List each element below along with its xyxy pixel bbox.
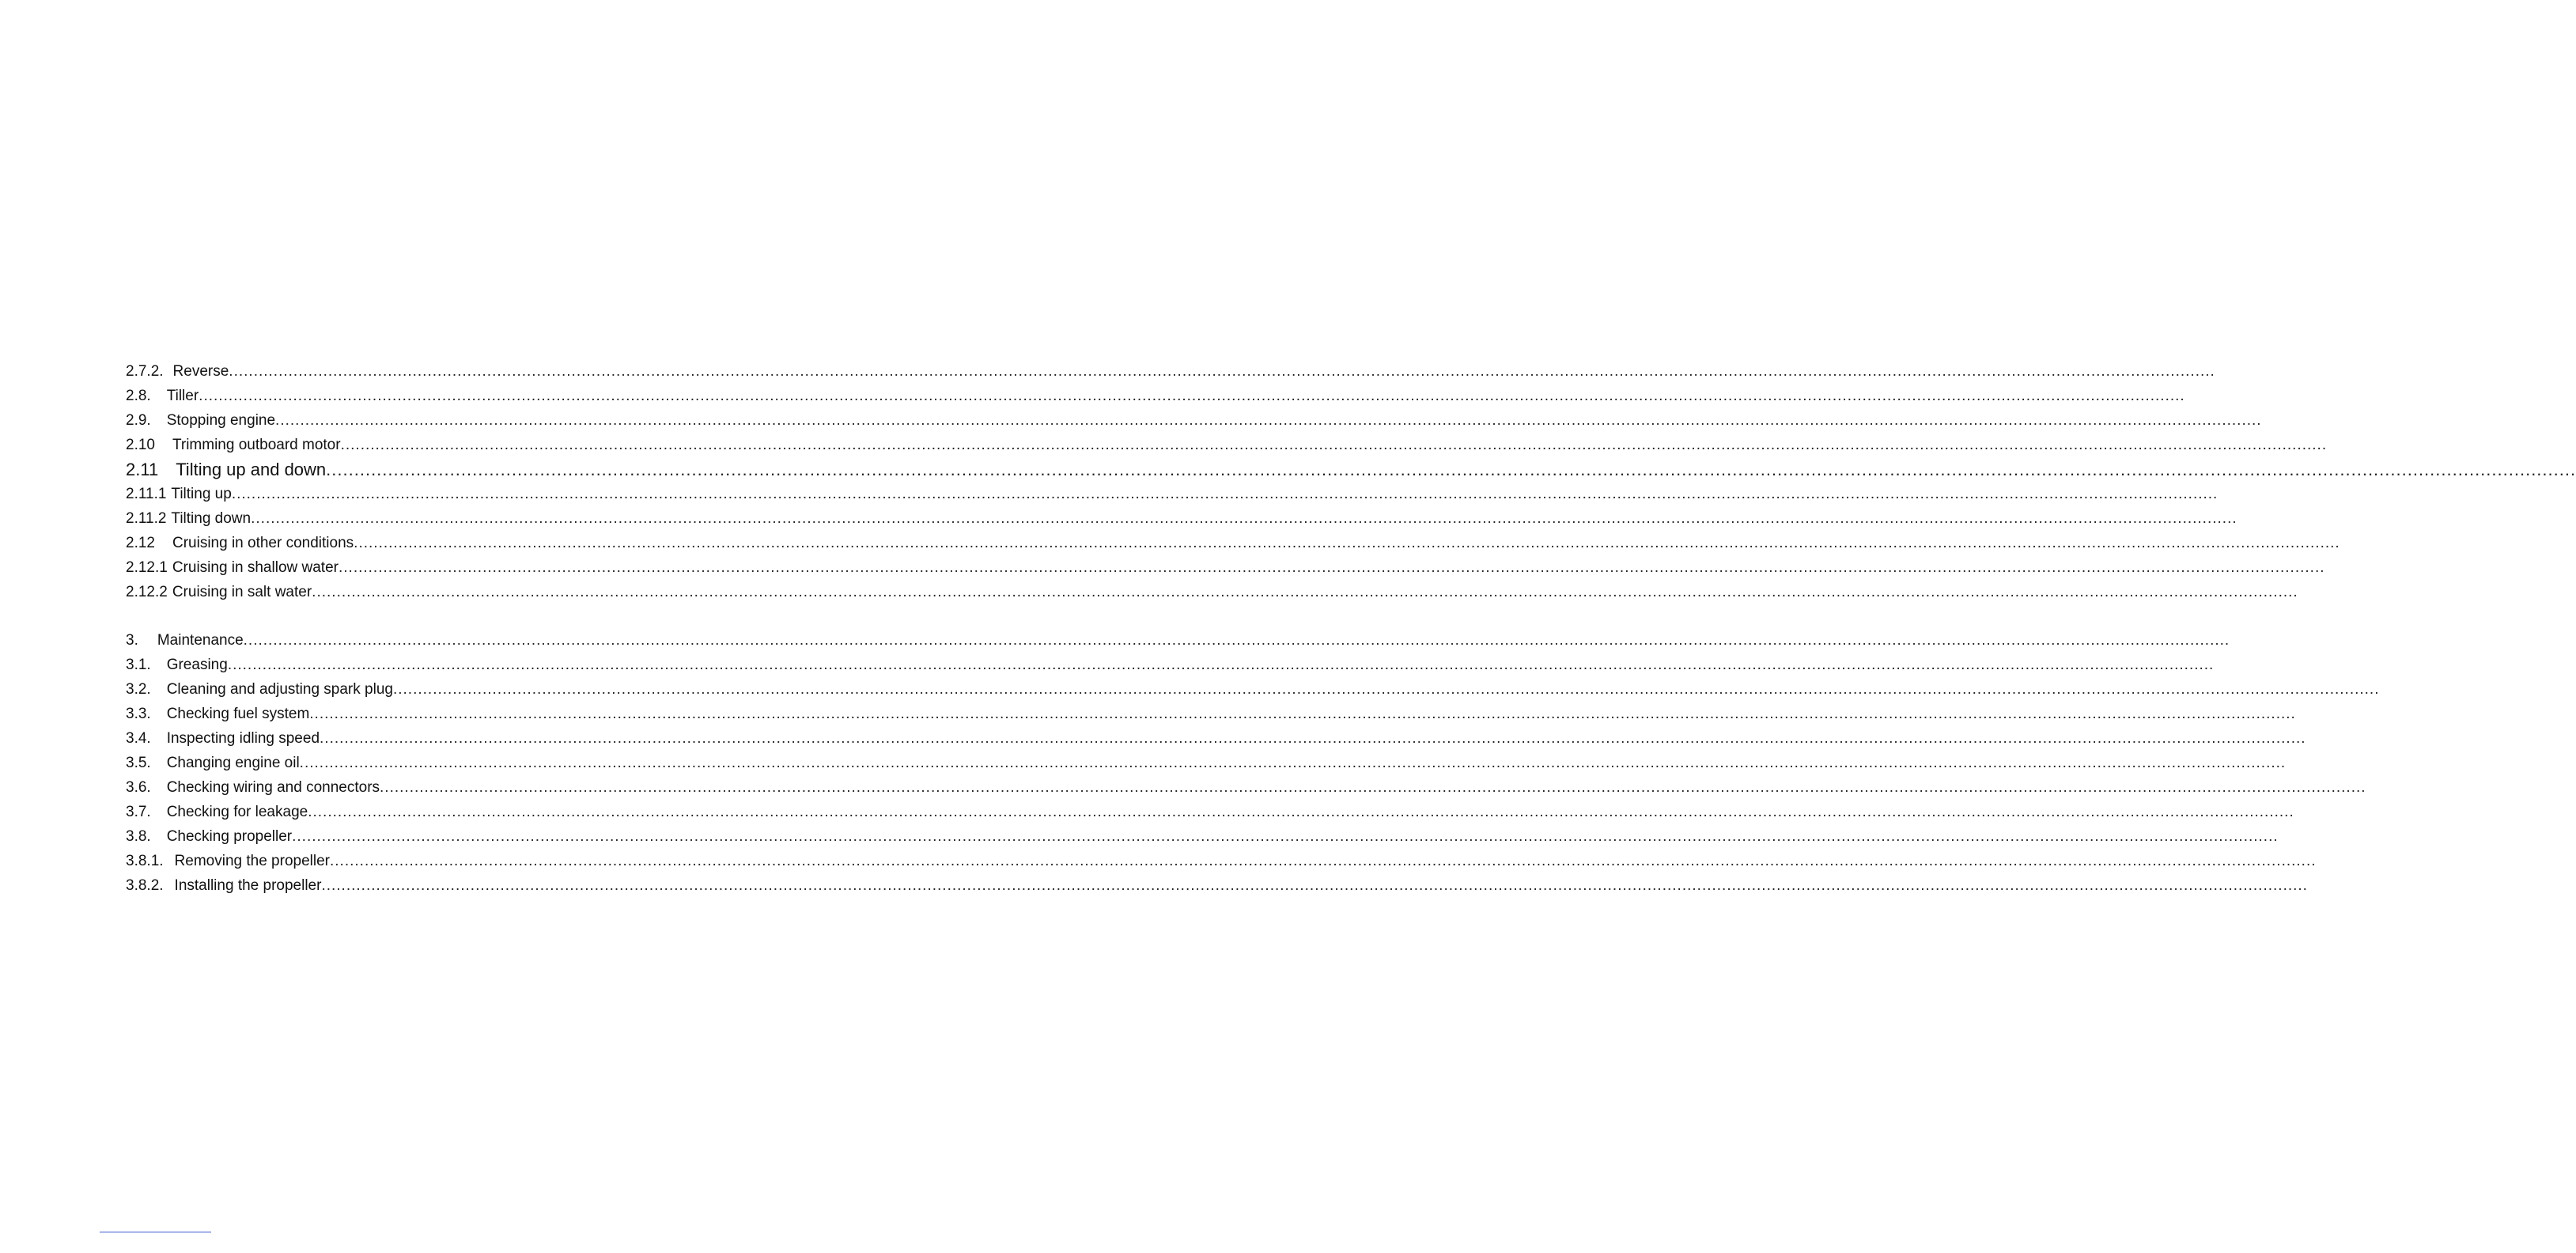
toc-entry[interactable]: [126, 630, 2230, 655]
toc-dot-leader: ................................................................................................................................................................................................................................................................................................................................................................................................................: [299, 755, 2287, 771]
toc-entry-title: Checking fuel system: [166, 706, 310, 722]
toc-dot-leader: ................................................................................................................................................................................................................................................................................................................................................................................................................: [321, 877, 2308, 894]
toc-entry[interactable]: [126, 655, 2215, 679]
toc-entry-number: 3.6.: [126, 779, 151, 796]
toc-dot-leader: ................................................................................................................................................................................................................................................................................................................................................................................................................: [330, 853, 2317, 869]
toc-entry[interactable]: [126, 411, 2262, 435]
toc-dot-leader: ................................................................................................................................................................................................................................................................................................................................................................................................................: [309, 706, 2296, 722]
toc-entry-title: Tilting up and down: [176, 460, 327, 479]
toc-section-2: [126, 362, 2576, 607]
toc-entry-number: 2.12.2: [126, 584, 168, 600]
toc-dot-leader: ................................................................................................................................................................................................................................................................................................................................................................................................................: [231, 486, 2219, 502]
toc-entry-number: 3.8.: [126, 828, 151, 845]
toc-entry-title: Tiller: [166, 388, 199, 404]
toc-entry[interactable]: [126, 851, 2317, 876]
toc-dot-leader: ................................................................................................................................................................................................................................................................................................................................................................................................................: [275, 412, 2262, 429]
toc-entry-number: 3.8.1.: [126, 853, 164, 869]
toc-entry-number: 2.9.: [126, 412, 151, 429]
toc-entry-title: Cruising in salt water: [172, 584, 312, 600]
section-spacer: [126, 607, 751, 630]
toc-entry-number: 2.12.1: [126, 559, 168, 576]
toc-dot-leader: ................................................................................................................................................................................................................................................................................................................................................................................................................: [354, 535, 2340, 551]
toc-dot-leader: ................................................................................................................................................................................................................................................................................................................................................................................................................: [199, 388, 2185, 404]
toc-dot-leader: ................................................................................................................................................................................................................................................................................................................................................................................................................: [227, 657, 2215, 673]
toc-entry-number: 3.5.: [126, 755, 151, 771]
toc-entry-number: 2.10: [126, 437, 155, 453]
toc-entry-number: 3.1.: [126, 657, 151, 673]
toc-dot-leader: ................................................................................................................................................................................................................................................................................................................................................................................................................: [320, 730, 2306, 747]
toc-entry[interactable]: [126, 533, 2340, 558]
toc-entry-title: Removing the propeller: [174, 853, 330, 869]
toc-dot-leader: ................................................................................................................................................................................................................................................................................................................................................................................................................: [243, 632, 2230, 649]
toc-entry-title: Cruising in other conditions: [172, 535, 354, 551]
toc-entry[interactable]: [126, 460, 2576, 484]
toc-entry-title: Inspecting idling speed: [166, 730, 320, 747]
toc-entry-number: 2.11.1: [126, 486, 167, 502]
toc-entry-title: Trimming outboard motor: [172, 437, 341, 453]
table-of-contents: [126, 362, 2576, 900]
toc-entry-title: Tilting down: [171, 510, 252, 527]
toc-section-3: [126, 630, 2380, 900]
toc-entry[interactable]: [126, 484, 2219, 509]
toc-entry-title: Checking for leakage: [166, 804, 308, 820]
toc-entry-number: 3.4.: [126, 730, 151, 747]
toc-entry-number: 3.7.: [126, 804, 151, 820]
toc-entry-title: Cruising in shallow water: [172, 559, 339, 576]
toc-entry-title: Maintenance: [157, 632, 244, 649]
toc-entry-number: 3.: [126, 632, 138, 649]
toc-entry[interactable]: [126, 582, 2298, 607]
toc-dot-leader: ................................................................................................................................................................................................................................................................................................................................................................................................................: [326, 460, 2576, 479]
toc-entry-title: Changing engine oil: [166, 755, 300, 771]
toc-entry-title: Stopping engine: [166, 412, 276, 429]
toc-dot-leader: ................................................................................................................................................................................................................................................................................................................................................................................................................: [380, 779, 2366, 796]
toc-entry-number: 3.8.2.: [126, 877, 164, 894]
toc-entry-title: Reverse: [172, 363, 229, 380]
toc-entry-title: Greasing: [166, 657, 228, 673]
toc-entry-title: Checking wiring and connectors: [166, 779, 380, 796]
toc-entry-number: 2.7.2.: [126, 363, 164, 380]
toc-dot-leader: ................................................................................................................................................................................................................................................................................................................................................................................................................: [312, 584, 2298, 600]
toc-dot-leader: ................................................................................................................................................................................................................................................................................................................................................................................................................: [338, 559, 2325, 576]
toc-entry-number: 2.11: [126, 460, 159, 479]
toc-entry[interactable]: [126, 778, 2366, 802]
toc-entry[interactable]: [126, 827, 2279, 851]
toc-entry[interactable]: [126, 386, 2185, 411]
toc-entry-number: 2.11.2: [126, 510, 167, 527]
toc-entry[interactable]: [126, 362, 2215, 386]
toc-entry-title: Tilting up: [171, 486, 232, 502]
toc-entry[interactable]: [126, 876, 2308, 900]
toc-entry-number: 2.12: [126, 535, 155, 551]
toc-entry-title: Checking propeller: [166, 828, 293, 845]
toc-dot-leader: ................................................................................................................................................................................................................................................................................................................................................................................................................: [340, 437, 2328, 453]
toc-entry[interactable]: [126, 509, 2237, 533]
toc-entry[interactable]: [126, 753, 2287, 778]
toc-entry-number: 3.2.: [126, 681, 151, 698]
toc-entry[interactable]: [126, 679, 2380, 704]
toc-dot-leader: ................................................................................................................................................................................................................................................................................................................................................................................................................: [292, 828, 2279, 845]
toc-dot-leader: ................................................................................................................................................................................................................................................................................................................................................................................................................: [308, 804, 2294, 820]
toc-dot-leader: ................................................................................................................................................................................................................................................................................................................................................................................................................: [229, 363, 2215, 380]
toc-entry[interactable]: [126, 729, 2306, 753]
toc-entry[interactable]: [126, 802, 2294, 827]
toc-entry-number: 3.3.: [126, 706, 151, 722]
toc-dot-leader: ................................................................................................................................................................................................................................................................................................................................................................................................................: [392, 681, 2380, 698]
toc-entry-number: 2.8.: [126, 388, 151, 404]
toc-entry[interactable]: [126, 435, 2328, 460]
toc-entry[interactable]: [126, 704, 2296, 729]
toc-entry-title: Installing the propeller: [174, 877, 322, 894]
toc-entry-title: Cleaning and adjusting spark plug: [166, 681, 393, 698]
toc-entry[interactable]: [126, 558, 2325, 582]
toc-dot-leader: ................................................................................................................................................................................................................................................................................................................................................................................................................: [251, 510, 2237, 527]
